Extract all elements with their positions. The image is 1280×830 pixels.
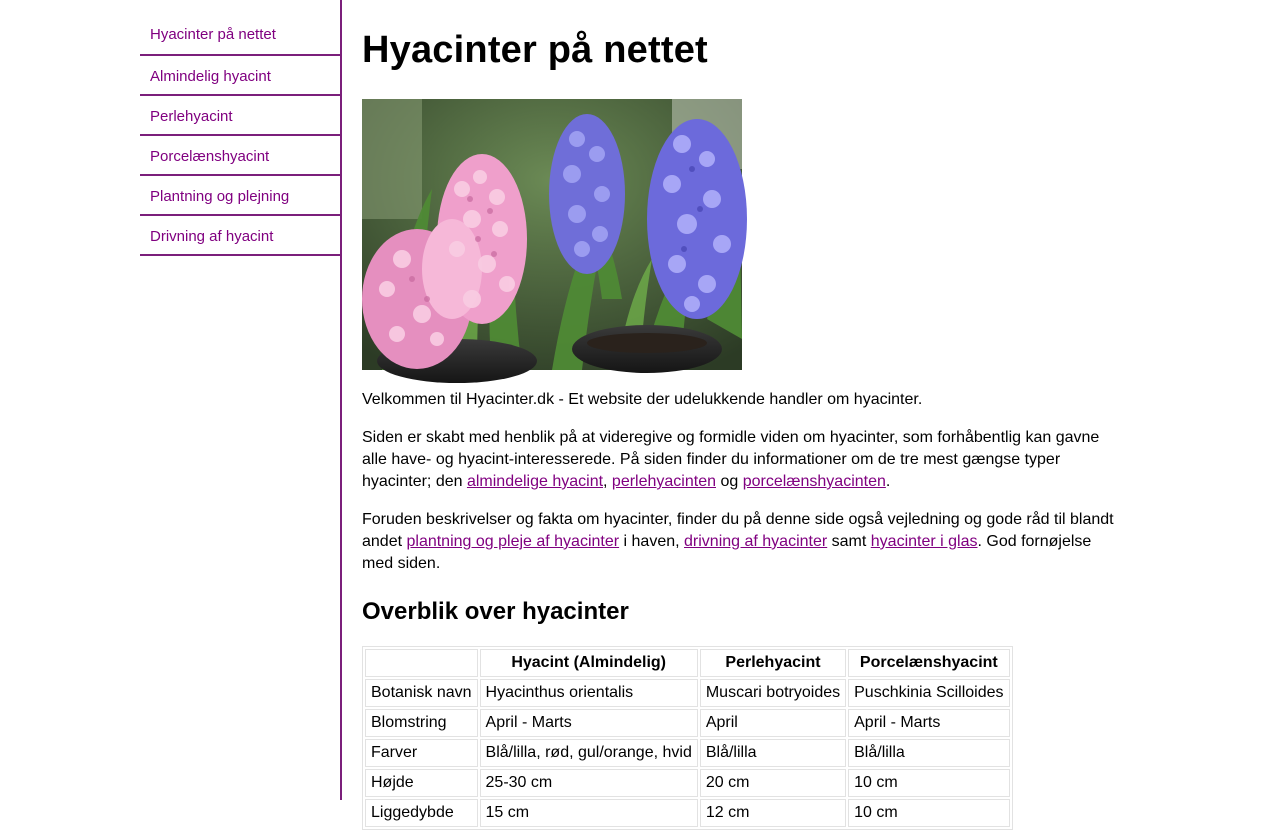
sidebar-item-hyacinter-paa-nettet[interactable]: Hyacinter på nettet xyxy=(140,0,340,56)
table-cell: Blå/lilla xyxy=(700,739,846,767)
table-cell: Farver xyxy=(365,739,478,767)
period-text: . xyxy=(885,473,891,490)
link-hyacinter-i-glas[interactable]: hyacinter i glas xyxy=(870,533,978,550)
closing-text: . God fornøjelse med siden. xyxy=(362,533,1092,572)
table-header-cell: Porcelænshyacint xyxy=(848,649,1009,677)
table-cell: Liggedybde xyxy=(365,799,478,827)
table-row xyxy=(365,679,1010,707)
table-header-row xyxy=(365,649,1010,677)
sidebar-item-perlehyacint[interactable]: Perlehyacint xyxy=(140,96,340,136)
table-cell: Botanisk navn xyxy=(365,679,478,707)
table-cell: Blå/lilla, rød, gul/orange, hvid xyxy=(480,739,698,767)
separator-text: , xyxy=(603,473,612,490)
sidebar-item-porcelaenshyacint[interactable]: Porcelænshyacint xyxy=(140,136,340,176)
table-cell: April xyxy=(700,709,846,737)
sidebar xyxy=(140,0,342,800)
table-cell: Højde xyxy=(365,769,478,797)
separator-text: samt xyxy=(827,533,871,550)
table-header-cell: Hyacint (Almindelig) xyxy=(480,649,698,677)
link-porcelaenshyacinten[interactable]: porcelænshyacinten xyxy=(742,473,886,490)
link-almindelige-hyacint[interactable]: almindelige hyacint xyxy=(466,473,604,490)
sidebar-item-almindelig-hyacint[interactable]: Almindelig hyacint xyxy=(140,56,340,96)
table-row xyxy=(365,739,1010,767)
sidebar-item-drivning-af-hyacint[interactable]: Drivning af hyacint xyxy=(140,216,340,256)
hyacinth-photo xyxy=(362,99,742,370)
separator-text: i haven, xyxy=(619,533,685,550)
sidebar-nav xyxy=(140,0,340,256)
description-paragraph xyxy=(362,427,1122,493)
intro-paragraph: Velkommen til Hyacinter.dk - Et website der udelukkende handler om hyacinter. xyxy=(362,391,923,408)
table-header-cell: Perlehyacint xyxy=(700,649,846,677)
table-cell: 15 cm xyxy=(480,799,698,827)
link-plantning-og-pleje[interactable]: plantning og pleje af hyacinter xyxy=(406,533,620,550)
guidance-text: Foruden beskrivelser og fakta om hyacinter, finder du på denne side også vejledning og gode råd til blandt andet xyxy=(362,511,1114,550)
separator-text: og xyxy=(716,473,743,490)
table-cell: April - Marts xyxy=(480,709,698,737)
table-cell: 12 cm xyxy=(700,799,846,827)
table-cell: Blå/lilla xyxy=(848,739,1009,767)
table-row xyxy=(365,769,1010,797)
table-cell: April - Marts xyxy=(848,709,1009,737)
overview-heading: Overblik over hyacinter xyxy=(362,598,629,625)
link-drivning-af-hyacinter[interactable]: drivning af hyacinter xyxy=(684,533,828,550)
table-cell: 25-30 cm xyxy=(480,769,698,797)
table-cell: Hyacinthus orientalis xyxy=(480,679,698,707)
table-cell: Blomstring xyxy=(365,709,478,737)
page-title: Hyacinter på nettet xyxy=(362,29,708,71)
table-cell: Puschkinia Scilloides xyxy=(848,679,1009,707)
guidance-paragraph xyxy=(362,509,1122,575)
hero-image xyxy=(362,99,742,370)
table-row xyxy=(365,799,1010,827)
table-cell: 20 cm xyxy=(700,769,846,797)
table-row xyxy=(365,709,1010,737)
table-cell: 10 cm xyxy=(848,769,1009,797)
description-text: Siden er skabt med henblik på at videregive og formidle viden om hyacinter, som forhåbentlig kan gavne alle have- og hyacint-interesserede. På siden finder du informationer om de tre mest gængse typer hyacinter; den xyxy=(362,429,1100,490)
table-cell: Muscari botryoides xyxy=(700,679,846,707)
overview-table xyxy=(362,646,1013,830)
link-perlehyacinten[interactable]: perlehyacinten xyxy=(611,473,716,490)
sidebar-item-plantning-og-plejning[interactable]: Plantning og plejning xyxy=(140,176,340,216)
table-cell: 10 cm xyxy=(848,799,1009,827)
table-header-cell xyxy=(365,649,478,677)
main-content xyxy=(362,0,1122,830)
